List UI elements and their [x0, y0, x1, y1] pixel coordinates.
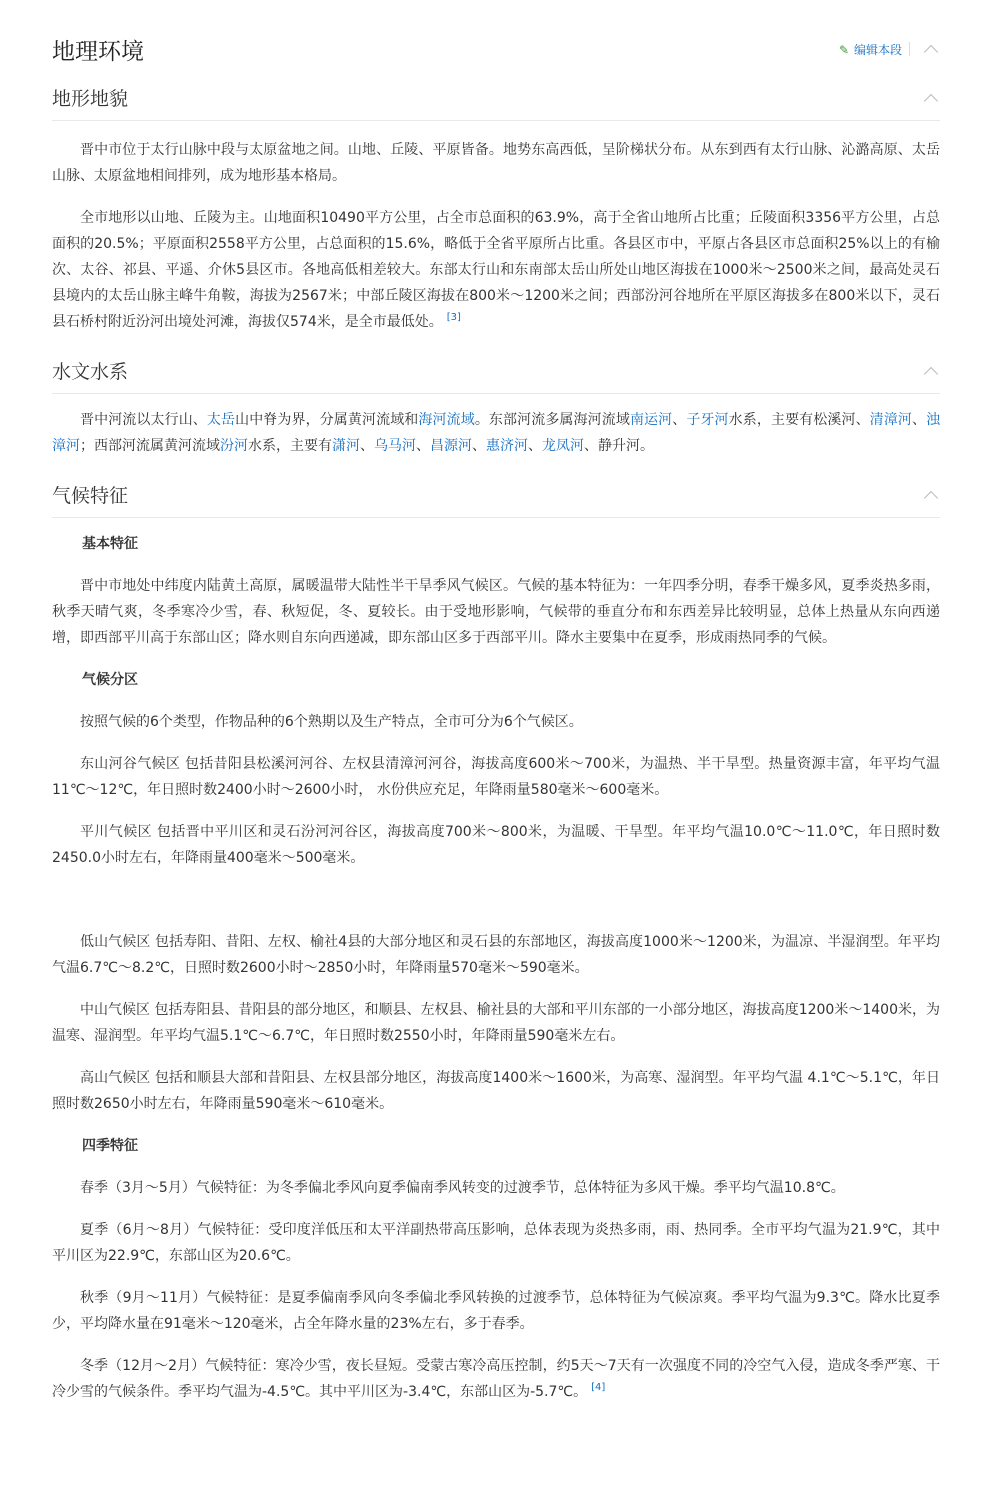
link-fen-river[interactable]: 汾河: [220, 438, 248, 454]
text: 、静升河。: [584, 438, 654, 454]
text: 、: [911, 412, 927, 428]
link-huiji-river[interactable]: 惠济河: [486, 438, 528, 454]
text: 。东部河流多属海河流域: [474, 412, 630, 428]
divider: [909, 42, 910, 56]
link-taiyue[interactable]: 太岳: [206, 412, 236, 428]
link-ziya-river[interactable]: 子牙河: [686, 412, 729, 428]
collapse-chevron-up-icon[interactable]: [922, 487, 940, 505]
link-zhuozhang-river[interactable]: 浊漳河: [52, 412, 941, 454]
terrain-paragraph-2-text: 全市地形以山地、丘陵为主。山地面积10490平方公里，占全市总面积的63.9%，高于全省山地所占比重；丘陵面积3356平方公里，占总面积的20.5%；平原面积2558平方公里，占总面积的15.6%，略低于全省平原所占比重。各县区市中，平原占各县区市总面积25%以上的有榆次、太谷、祁县、平遥、介休5县区市。各地高低相差较大。东部太行山和东南部太岳山所处山地区海拔在1000米～2500米之间，最高处灵石县境内的太岳山脉主峰牛角鞍，海拔为2567米；中部丘陵区海拔在800米～1200米之间；西部汾河谷地所在平原区海拔多在800米以下，灵石县石桥村附近汾河出境处河滩，海拔仅574米，是全市最低处。: [52, 210, 940, 330]
link-longfeng-river[interactable]: 龙凤河: [542, 438, 584, 454]
text: 、: [360, 438, 374, 454]
terrain-header: [52, 74, 940, 121]
link-changyuan-river[interactable]: 昌源河: [430, 438, 472, 454]
zone-low-mountain: 低山气候区 包括寿阳、昔阳、左权、榆社4县的大部分地区和灵石县的东部地区，海拔高度1000米～1200米，为温凉、半湿润型。年平均气温6.7℃～8.2℃，日照时数2600小时～2850小时，年降雨量570毫米～590毫米。: [52, 934, 940, 976]
reference-link[interactable]: [4]: [591, 1382, 606, 1393]
link-qingzhang-river[interactable]: 清漳河: [869, 412, 912, 428]
text: 晋中河流以太行山、: [80, 412, 207, 428]
climate-header: [52, 471, 940, 518]
text: 、: [528, 438, 542, 454]
link-xiao-river[interactable]: 潇河: [332, 438, 360, 454]
text: 、: [672, 412, 687, 428]
zone-mid-mountain: 中山气候区 包括寿阳县、昔阳县的部分地区，和顺县、左权县、榆社县的大部和平川东部的一小部分地区，海拔高度1200米～1400米，为温寒、湿润型。年平均气温5.1℃～6.7℃，年日照时数2550小时，年降雨量590毫米左右。: [52, 1002, 940, 1044]
terrain-title: 地形地貌: [52, 88, 129, 110]
zone-plain: 平川气候区 包括晋中平川区和灵石汾河河谷区，海拔高度700米～800米，为温暖、干旱型。年平均气温10.0℃～11.0℃，年日照时数2450.0小时左右，年降雨量400毫米～500毫米。: [52, 824, 940, 866]
hydrology-paragraph: [52, 407, 940, 459]
basic-features-paragraph: 晋中市地处中纬度内陆黄土高原，属暖温带大陆性半干旱季风气候区。气候的基本特征为：一年四季分明，春季干燥多风，夏季炎热多雨，秋季天晴气爽，冬季寒冷少雪，春、秋短促，冬、夏较长。由于受地形影响，气候带的垂直分布和东西差异比较明显，总体上热量从东向西递增，即西部平川高于东部山区；降水则自东向西递减，即东部山区多于西部平川。降水主要集中在夏季，形成雨热同季的气候。: [52, 578, 940, 646]
section-header: [52, 0, 940, 72]
season-spring: 春季（3月～5月）气候特征：为冬季偏北季风向夏季偏南季风转变的过渡季节，总体特征为多风干燥。季平均气温10.8℃。: [80, 1180, 845, 1196]
climate-title: 气候特征: [52, 485, 129, 507]
text: 水系，主要有松溪河、: [728, 412, 870, 428]
section-title: 地理环境: [52, 39, 144, 65]
link-wuma-river[interactable]: 乌马河: [374, 438, 416, 454]
link-haihe-basin[interactable]: 海河流域: [418, 412, 475, 428]
text: 、: [472, 438, 486, 454]
collapse-chevron-up-icon[interactable]: [922, 363, 940, 381]
text: 水系，主要有: [248, 438, 332, 454]
edit-section-label: 编辑本段: [853, 43, 902, 57]
terrain-paragraph-2: [52, 205, 940, 335]
season-autumn: 秋季（9月～11月）气候特征：是夏季偏南季风向冬季偏北季风转换的过渡季节，总体特征为气候凉爽。季平均气温为9.3℃。降水比夏季少，平均降水量在91毫米～120毫米，占全年降水量的23%左右，多于春季。: [52, 1290, 940, 1332]
collapse-chevron-up-icon[interactable]: [922, 41, 940, 59]
link-nanyun-river[interactable]: 南运河: [629, 412, 673, 428]
text: 山中脊为界，分属黄河流域和: [235, 412, 419, 428]
pencil-icon: ✎: [838, 43, 850, 57]
zone-east-valley: 东山河谷气候区 包括昔阳县松溪河河谷、左权县清漳河河谷，海拔高度600米～700米，为温热、半干旱型。热量资源丰富，年平均气温11℃～12℃，年日照时数2400小时～2600小时， 水份供应充足，年降雨量580毫米～600毫米。: [52, 756, 940, 798]
terrain-paragraph-1: 晋中市位于太行山脉中段与太原盆地之间。山地、丘陵、平原皆备。地势东高西低，呈阶梯状分布。从东到西有太行山脉、沁潞高原、太岳山脉、太原盆地相间排列，成为地形基本格局。: [52, 142, 940, 184]
basic-features-heading: 基本特征: [82, 536, 138, 552]
climate-zones-heading: 气候分区: [82, 672, 138, 688]
season-summer: 夏季（6月～8月）气候特征：受印度洋低压和太平洋副热带高压影响，总体表现为炎热多雨，雨、热同季。全市平均气温为21.9℃，其中平川区为22.9℃，东部山区为20.6℃。: [52, 1222, 940, 1264]
seasons-heading: 四季特征: [82, 1138, 138, 1154]
hydrology-header: [52, 347, 940, 394]
zone-high-mountain: 高山气候区 包括和顺县大部和昔阳县、左权县部分地区，海拔高度1400米～1600米，为高寒、湿润型。年平均气温 4.1℃～5.1℃，年日照时数2650小时左右，年降雨量590毫米～610毫米。: [52, 1070, 940, 1112]
collapse-chevron-up-icon[interactable]: [922, 90, 940, 108]
climate-zones-intro: 按照气候的6个类型，作物品种的6个熟期以及生产特点，全市可分为6个气候区。: [80, 714, 583, 730]
season-winter: [52, 1353, 940, 1405]
reference-link[interactable]: [3]: [446, 312, 461, 323]
edit-section-button[interactable]: [839, 41, 902, 59]
article-content: [52, 0, 940, 1405]
hydrology-title: 水文水系: [52, 361, 129, 383]
text: 、: [416, 438, 430, 454]
text: ；西部河流属黄河流域: [80, 438, 220, 454]
season-winter-text: 冬季（12月～2月）气候特征：寒冷少雪，夜长昼短。受蒙古寒冷高压控制，约5天～7天有一次强度不同的冷空气入侵，造成冬季严寒、干冷少雪的气候条件。季平均气温为-4.5℃。其中平川区为-3.4℃，东部山区为-5.7℃。: [52, 1358, 940, 1400]
